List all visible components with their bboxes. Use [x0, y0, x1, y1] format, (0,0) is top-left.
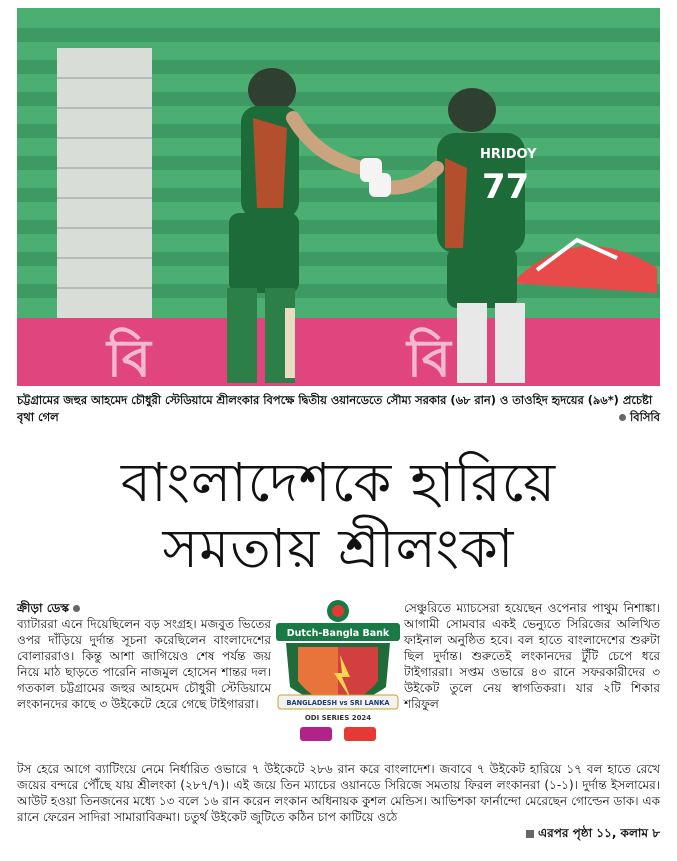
square-icon — [526, 830, 534, 838]
match-photo — [17, 8, 660, 386]
bullet-icon — [619, 414, 626, 421]
jersey-name: HRIDOY — [480, 147, 537, 162]
bullet-icon — [73, 605, 80, 612]
continued-note — [526, 825, 660, 841]
caption-text: চট্টগ্রামের জহুর আহমেদ চৌধুরী স্টেডিয়ামে শ্রীলংকার বিপক্ষে দ্বিতীয় ওয়ানডেতে সৌম্য সরকার (৬৮ রান) ও তাওহিদ হৃদয়ের (৯৬*) প্রচেষ্টা বৃথা গেল — [17, 393, 653, 424]
headline-line-2: সমতায় শ্রীলংকা — [162, 517, 515, 580]
svg-text:বি: বি — [407, 329, 451, 386]
article-column-right — [404, 600, 660, 712]
logo-series: ODI SERIES 2024 — [304, 714, 372, 722]
headline — [17, 450, 660, 582]
photo-credit — [619, 409, 660, 426]
article-text-bottom: টস হেরে আগে ব্যাটিংয়ে নেমে নির্ধারিত ওভারে ৭ উইকেটে ২৮৬ রান করে বাংলাদেশ। জবাবে ৭ উইকেট হারিয়ে ১৭ বল হাতে রেখে জয়ের বন্দরে পৌঁছে যায় শ্রীলংকা (২৮৭/৭)। এই জয়ে তিন ম্যাচের ওয়ানডে সিরিজে সমতায় ফিরল লংকানরা (১-১)। দুর্দান্ত ইসলামের। আউট হওয়া তিনজনের মধ্যে ১৩ বলে ১৬ রান করেন লংকান অধিনায়ক কুশল মেন্ডিস। আভিশকা ফার্নান্দো মেরেছেন গোল্ডেন ডাক। এক রানে ফেরেন সাদিরা সামারাবিক্রমা। চতুর্থ উইকেট জুটিতে কঠিন চাপ কাটিয়ে ওঠে — [17, 762, 660, 824]
svg-text:বি: বি — [107, 329, 151, 386]
sports-desk — [17, 600, 271, 616]
article-column-bottom — [17, 761, 660, 841]
jersey-number: 77 — [482, 167, 530, 207]
headline-line-1: বাংলাদেশকে হারিয়ে — [120, 451, 557, 514]
photo-credit-label: বিসিবি — [630, 410, 660, 424]
article-text-left: ব্যাটাররা এনে দিয়েছিলেন বড় সংগ্রহ। মজবুত ভিতের ওপর দাঁড়িয়ে দুর্দান্ত সূচনা করেছিলেন বাংলাদেশের বোলাররাও। কিন্তু আশা জাগিয়েও শেষ পর্যন্ত জয় নিয়ে মাঠ ছাড়তে পারেনি নাজমুল হোসেন শান্তর দল। গতকাল চট্টগ্রামের জহুর আহমেদ চৌধুরী স্টেডিয়ামে লংকানদের কাছে ৩ উইকেটে হেরে গেছে টাইগাররা। — [17, 617, 271, 711]
photo-caption — [17, 392, 660, 426]
article-column-left — [17, 600, 271, 712]
article-text-right: সেঞ্চুরিতে ম্যাচসেরা হয়েছেন ওপেনার পাথুম নিশাঙ্কা। আগামী সোমবার একই ভেন্যুতে সিরিজের অলিখিত ফাইনাল অনুষ্ঠিত হবে। বল হাতে বাংলাদেশের শুরুটা ছিল দুর্দান্ত। শুরুতেই লংকানদের টুঁটি চেপে ধরে টাইগাররা। সপ্তম ওভারে ৪৩ রানে সফরকারীদের ৩ উইকেট তুলে নেয় স্বাগতিকরা। যার ২টি শিকার শরিফুল — [404, 601, 660, 711]
sports-desk-label: ক্রীড়া ডেস্ক — [17, 601, 70, 615]
logo-bank-name: Dutch-Bangla Bank — [286, 628, 390, 639]
continued-label: এরপর পৃষ্ঠা ১১, কলাম ৮ — [537, 826, 660, 840]
logo-match: BANGLADESH vs SRI LANKA — [286, 699, 390, 707]
series-logo — [276, 597, 400, 749]
